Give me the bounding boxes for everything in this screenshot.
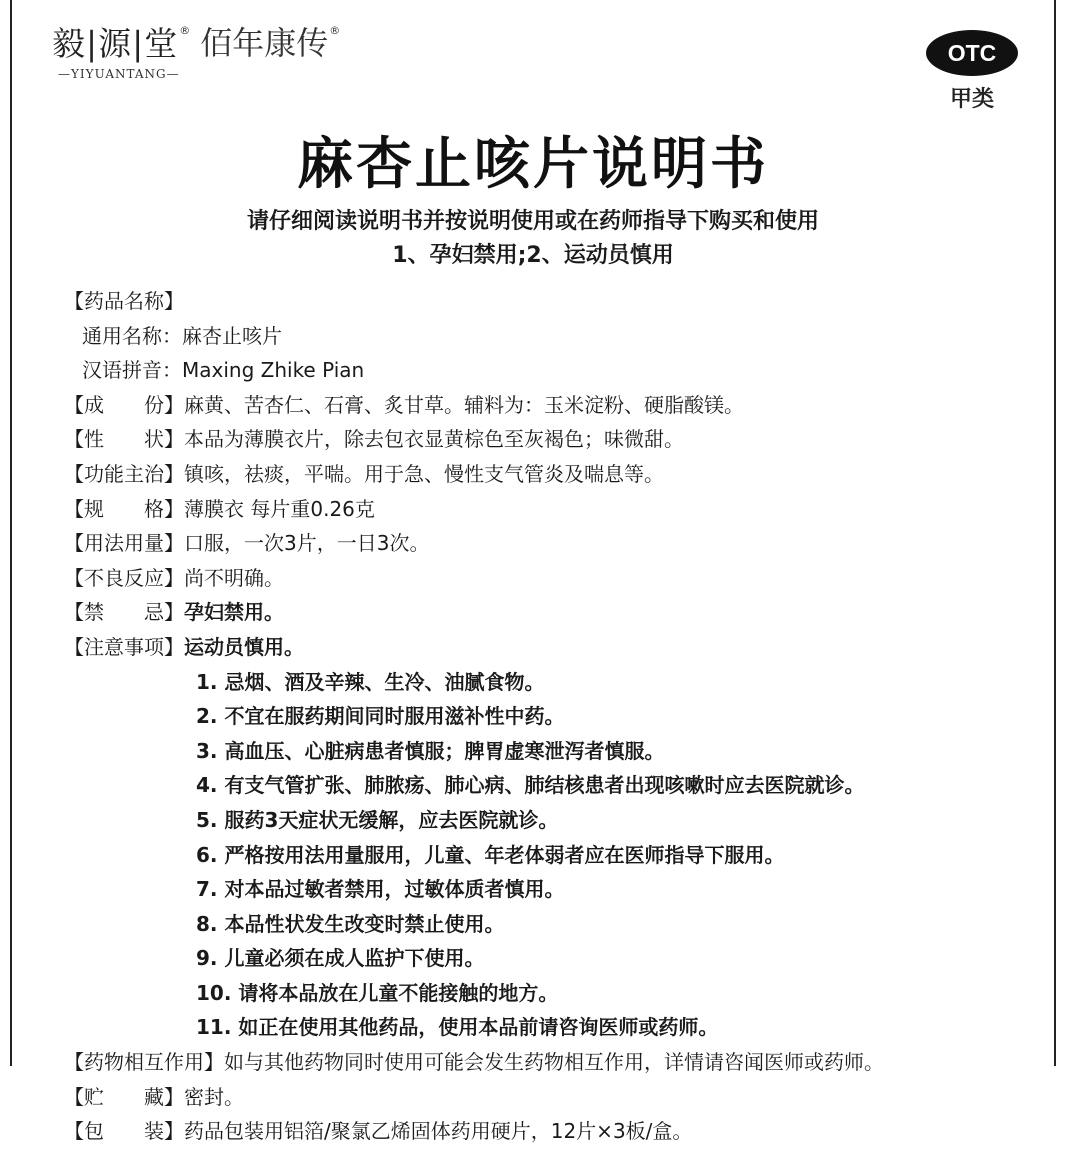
dosage: 【用法用量】口服，一次3片，一日3次。 bbox=[64, 531, 430, 556]
drug-name-heading: 【药品名称】 bbox=[64, 289, 184, 313]
precautions-label: 【注意事项】 bbox=[64, 634, 184, 659]
contra-text: 孕妇禁用。 bbox=[184, 600, 284, 625]
precaution-item: 1. 忌烟、酒及辛辣、生冷、油腻食物。 bbox=[196, 669, 545, 694]
pinyin-name: 汉语拼音：Maxing Zhike Pian bbox=[82, 358, 365, 383]
precautions-text: 运动员慎用。 bbox=[184, 634, 304, 659]
brand-pinyin: —YIYUANTANG— bbox=[58, 66, 180, 81]
document-title: 麻杏止咳片说明书 bbox=[297, 132, 769, 197]
adverse-reactions bbox=[64, 561, 1054, 596]
precaution-item: 11. 如正在使用其他药品，使用本品前请咨询医师或药师。 bbox=[196, 1015, 719, 1040]
storage: 【贮 藏】密封。 bbox=[64, 1084, 244, 1109]
otc-category: 甲类 bbox=[949, 87, 994, 112]
precaution-item: 9. 儿童必须在成人监护下使用。 bbox=[196, 946, 485, 971]
indications: 【功能主治】镇咳，祛痰，平喘。用于急、慢性支气管炎及喘息等。 bbox=[64, 461, 664, 486]
appearance: 【性 状】本品为薄膜衣片，除去包衣显黄棕色至灰褐色；味微甜。 bbox=[64, 427, 684, 452]
precaution-item: 8. 本品性状发生改变时禁止使用。 bbox=[196, 911, 505, 936]
brand-name: 毅|源|堂 bbox=[52, 24, 179, 63]
registered-mark-slogan: ® bbox=[329, 24, 341, 37]
drug-interactions: 【药物相互作用】如与其他药物同时使用可能会发生药物相互作用，详情请咨闻医师或药师。 bbox=[64, 1050, 884, 1075]
ingredients: 【成 份】麻黄、苦杏仁、石膏、炙甘草。辅料为：玉米淀粉、硬脂酸镁。 bbox=[64, 392, 744, 417]
instruction-sections bbox=[64, 284, 1054, 1149]
precaution-item: 5. 服药3天症状无缓解，应去医院就诊。 bbox=[196, 807, 559, 832]
registered-mark: ® bbox=[179, 24, 191, 37]
precaution-item: 6. 严格按用法用量服用，儿童、年老体弱者应在医师指导下服用。 bbox=[196, 842, 785, 867]
restriction-warning: 1、孕妇禁用;2、运动员慎用 bbox=[392, 243, 674, 268]
specification: 【规 格】薄膜衣 每片重0.26克 bbox=[64, 496, 375, 521]
precaution-item: 7. 对本品过敏者禁用，过敏体质者慎用。 bbox=[196, 877, 565, 902]
packaging: 【包 装】药品包装用铝箔/聚氯乙烯固体药用硬片，12片×3板/盒。 bbox=[64, 1119, 693, 1144]
adverse-text: 尚不明确。 bbox=[184, 565, 284, 590]
brand-slogan: 佰年康传 bbox=[200, 24, 329, 62]
contraindications bbox=[64, 595, 1054, 630]
otc-badge: OTC bbox=[926, 30, 1018, 76]
usage-warning: 请仔细阅读说明书并按说明使用或在药师指导下购买和使用 bbox=[246, 209, 819, 234]
generic-name: 通用名称：麻杏止咳片 bbox=[82, 323, 282, 348]
precaution-item: 4. 有支气管扩张、肺脓疡、肺心病、肺结核患者出现咳嗽时应去医院就诊。 bbox=[196, 773, 865, 798]
adverse-label: 【不良反应】 bbox=[64, 565, 184, 590]
precaution-item: 3. 高血压、心脏病患者慎服；脾胃虚寒泄泻者慎服。 bbox=[196, 738, 665, 763]
precaution-item: 10. 请将本品放在儿童不能接触的地方。 bbox=[196, 980, 559, 1005]
contra-label: 【禁 忌】 bbox=[64, 600, 184, 625]
brand-logo bbox=[52, 22, 340, 81]
precaution-item: 2. 不宜在服药期间同时服用滋补性中药。 bbox=[196, 704, 565, 729]
precautions bbox=[64, 630, 1054, 665]
